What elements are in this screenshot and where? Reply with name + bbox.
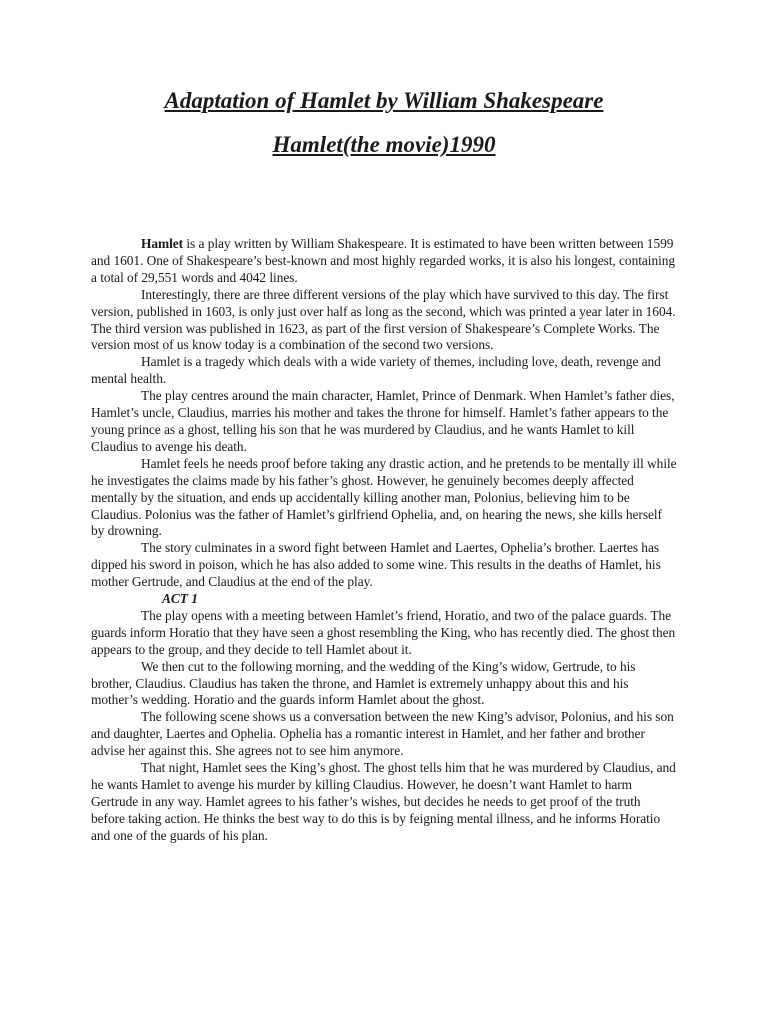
act-paragraph: The play opens with a meeting between Hamlet’s friend, Horatio, and two of the palace guards. The guards inform Horatio that they have seen a ghost resembling the King, who has recently died. The ghost then appears to the group, and they decide to tell Hamlet about it. <box>91 607 676 657</box>
body-paragraph: Hamlet is a tragedy which deals with a wide variety of themes, including love, death, revenge and mental health. <box>91 354 661 387</box>
act-paragraph: The following scene shows us a conversation between the new King’s advisor, Polonius, and his son and daughter, Laertes and Ophelia. Ophelia has a romantic interest in Hamlet, and her father and brother advise her against this. She agrees not to see him anymore. <box>91 709 674 759</box>
document-title: Adaptation of Hamlet by William Shakespeare <box>164 88 604 113</box>
intro-text: is a play written by William Shakespeare. It is estimated to have been written between 1599 and 1601. One of Shakespeare’s best-known and most highly regarded works, it is also his longest, containing a total of 29,551 words and 4042 lines. <box>91 236 676 285</box>
act-paragraph: We then cut to the following morning, and the wedding of the King’s widow, Gertrude, to his brother, Claudius. Claudius has taken the throne, and Hamlet is extremely unhappy about this and his mother’s wedding. Horatio and the guards inform Hamlet about the ghost. <box>91 658 636 708</box>
document-body <box>91 236 677 845</box>
body-paragraph: The play centres around the main character, Hamlet, Prince of Denmark. When Hamlet’s father dies, Hamlet’s uncle, Claudius, marries his mother and takes the throne for himself. Hamlet’s father appears to the young prince as a ghost, telling his son that he was murdered by Claudius, and he wants Hamlet to kill Claudius to avenge his death. <box>91 388 675 454</box>
intro-paragraph <box>91 236 677 287</box>
document-subtitle: Hamlet(the movie)1990 <box>272 132 496 157</box>
act-paragraph: That night, Hamlet sees the King’s ghost. The ghost tells him that he was murdered by Claudius, and he wants Hamlet to avenge his murder by killing Claudius. However, he doesn’t want Hamlet to harm Gertrude in any way. Hamlet agrees to his father’s wishes, but decides he needs to get proof of the truth before taking action. He thinks the best way to do this is by feigning mental illness, and he informs Horatio and one of the guards of his plan. <box>91 760 676 843</box>
body-paragraph: Hamlet feels he needs proof before taking any drastic action, and he pretends to be mentally ill while he investigates the claims made by his father’s ghost. However, he genuinely becomes deeply affected mentally by the situation, and ends up accidentally killing another man, Polonius, believing him to be Claudius. Polonius was the father of Hamlet’s girlfriend Ophelia, and, on hearing the news, she kills herself by drowning. <box>91 455 677 539</box>
act-heading: ACT 1 <box>162 591 198 607</box>
body-paragraph: The story culminates in a sword fight between Hamlet and Laertes, Ophelia’s brother. Laertes has dipped his sword in poison, which he has also added to some wine. This results in the deaths of Hamlet, his mother Gertrude, and Claudius at the end of the play. <box>91 540 661 590</box>
body-paragraph: Interestingly, there are three different versions of the play which have survived to this day. The first version, published in 1603, is only just over half as long as the second, which was printed a year later in 1604. The third version was published in 1623, as part of the first version of Shakespeare’s Complete Works. The version most of us know today is a combination of the second two versions. <box>91 286 676 353</box>
intro-lead-word: Hamlet <box>141 236 184 251</box>
